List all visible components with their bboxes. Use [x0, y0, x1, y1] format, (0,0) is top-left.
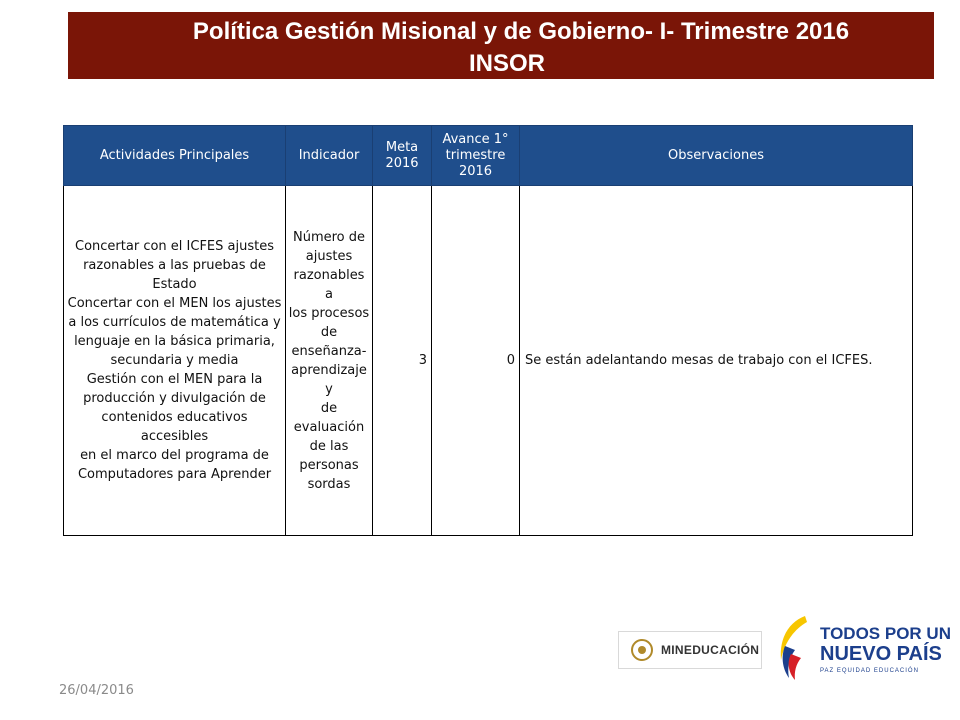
logo-slogan-line1: TODOS POR UN [820, 624, 951, 643]
cell-goal: 3 [373, 186, 432, 536]
header-activities: Actividades Principales [64, 126, 286, 186]
todos-por-un-nuevo-pais-logo [775, 612, 951, 684]
activity-line: lenguaje en la básica primaria, [74, 334, 275, 349]
header-indicator: Indicador [286, 126, 373, 186]
activity-line: en el marco del programa de [80, 448, 269, 463]
activity-line: razonables a las pruebas de [83, 258, 266, 273]
header-progress [432, 126, 520, 186]
page-subtitle: INSOR [469, 50, 546, 77]
activities-table [63, 125, 913, 536]
cell-progress: 0 [432, 186, 520, 536]
header-observations: Observaciones [520, 126, 913, 186]
activity-line: contenidos educativos accesibles [101, 410, 248, 444]
activity-line: Gestión con el MEN para la [86, 372, 263, 387]
table-row [64, 186, 913, 536]
header-goal-line: Meta [385, 139, 419, 155]
cell-activities [64, 186, 286, 536]
indicator-line: personas [299, 457, 359, 473]
logo-slogan-line2: NUEVO PAÍS [820, 643, 942, 665]
header-progress-line: 2016 [458, 163, 493, 179]
indicator-line: ajustes [305, 248, 353, 264]
indicator-line: de las [309, 438, 349, 454]
cell-observations: Se están adelantando mesas de trabajo con el ICFES. [520, 186, 913, 536]
activity-line: Computadores para Aprender [77, 467, 272, 482]
indicator-line: sordas [307, 476, 351, 492]
activity-line: Estado [152, 277, 197, 292]
page-title: Política Gestión Misional y de Gobierno- I- Trimestre 2016 [192, 18, 850, 45]
indicator-line: enseñanza- [291, 343, 367, 359]
activity-line: producción y divulgación de [83, 391, 266, 406]
indicator-line: de [320, 400, 338, 416]
activity-line: Concertar con el ICFES ajustes [75, 239, 274, 254]
activity-line: Concertar con el MEN los ajustes [67, 296, 282, 311]
indicator-line: de [320, 324, 338, 340]
activity-line: a los currículos de matemática y [68, 315, 281, 330]
logo-slogan-line3: PAZ EQUIDAD EDUCACIÓN [820, 668, 919, 674]
indicator-line: Número de [292, 229, 366, 245]
header-progress-line: trimestre [445, 147, 506, 163]
activity-line: secundaria y media [110, 353, 239, 368]
indicator-line: razonables a [293, 267, 365, 302]
title-banner [68, 12, 934, 79]
header-goal-line: 2016 [385, 155, 419, 171]
table-header-row [64, 126, 913, 186]
mineducacion-logo-text: MINEDUCACIÓN [661, 643, 760, 657]
header-progress-line: Avance 1° [442, 131, 509, 147]
indicator-line: aprendizaje y [291, 362, 367, 397]
shield-seal-icon [631, 639, 653, 661]
colombia-flag-swoosh-icon [775, 612, 819, 684]
cell-indicator [286, 186, 373, 536]
indicator-line: los procesos [288, 305, 370, 321]
mineducacion-logo [618, 631, 762, 669]
indicator-line: evaluación [293, 419, 365, 435]
header-goal [373, 126, 432, 186]
footer-date: 26/04/2016 [59, 683, 134, 698]
